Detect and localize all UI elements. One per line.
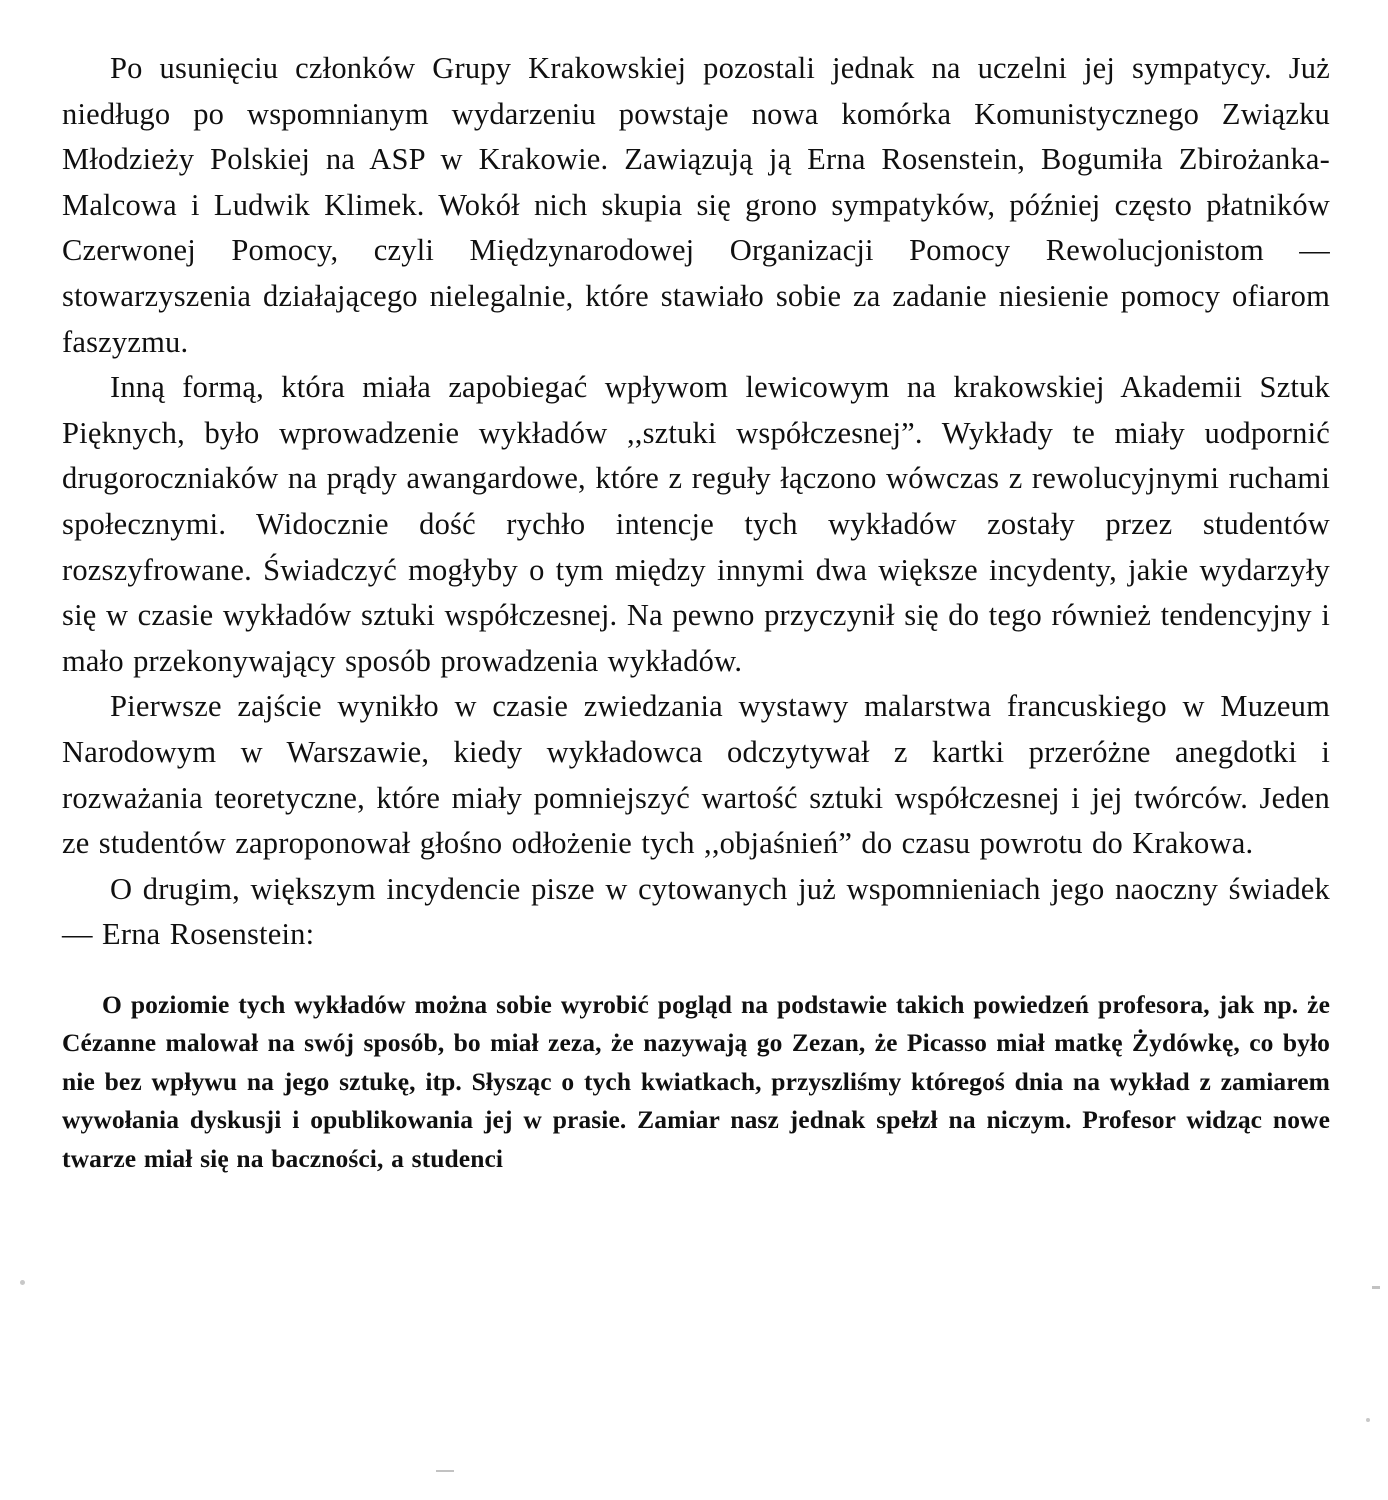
scan-speck bbox=[20, 1280, 25, 1285]
scan-speck bbox=[1366, 1418, 1370, 1422]
paragraph-text: O drugim, większym incydencie pisze w cytowanych już wspomnieniach jego naoczny świadek — Erna Rosenstein: bbox=[62, 871, 1330, 952]
paragraph-text: Pierwsze zajście wynikło w czasie zwiedzania wystawy malarstwa francuskiego w Muzeum Narodowym w Warszawie, kiedy wykładowca odczytywał z kartki przeróżne anegdotki i rozważania teoretyczne, które miały pomniejszyć wartość sztuki współczesnej i jej twórców. Jeden ze studentów zaproponował głośno odłożenie tych ,,objaśnień” do czasu powrotu do Krakowa. bbox=[62, 689, 1330, 861]
paragraph-2 bbox=[62, 365, 1330, 684]
paragraph-text: Inną formą, która miała zapobiegać wpływom lewicowym na krakowskiej Akademii Sztuk Pięknych, było wprowadzenie wykładów ,,sztuki współczesnej”. Wykłady te miały uodpornić drugoroczniaków na prądy awangardowe, które z reguły łączono wówczas z rewolucyjnymi ruchami społecznymi. Widocznie dość rychło intencje tych wykładów zostały przez studentów rozszyfrowane. Świadczyć mogłyby o tym między innymi dwa większe incydenty, jakie wydarzyły się w czasie wykładów sztuki współczesnej. Na pewno przyczynił się do tego również tendencyjny i mało przekonywający sposób prowadzenia wykładów. bbox=[62, 370, 1330, 678]
scan-edge-mark bbox=[1372, 1286, 1380, 1289]
paragraph-1 bbox=[62, 46, 1330, 365]
scan-edge-mark bbox=[436, 1470, 454, 1472]
paragraph-4 bbox=[62, 867, 1330, 958]
paragraph-3 bbox=[62, 684, 1330, 866]
quote-text: O poziomie tych wykładów można sobie wyrobić pogląd na podstawie takich powiedzeń profesora, jak np. że Cézanne malował na swój sposób, bo miał zeza, że nazywają go Zezan, że Picasso miał matkę Żydówkę, co było nie bez wpływu na jego sztukę, itp. Słysząc o tych kwiatkach, przyszliśmy któregoś dnia na wykład z zamiarem wywołania dyskusji i opublikowania jej w prasie. Zamiar nasz jednak spełzł na niczym. Profesor widząc nowe twarze miał się na baczności, a studenci bbox=[62, 989, 1330, 1173]
block-quote bbox=[62, 986, 1330, 1179]
paragraph-text: Po usunięciu członków Grupy Krakowskiej pozostali jednak na uczelni jej sympatycy. Już niedługo po wspomnianym wydarzeniu powstaje nowa komórka Komunistycznego Związku Młodzieży Polskiej na ASP w Krakowie. Zawiązują ją Erna Rosenstein, Bogumiła Zbirożanka-Malcowa i Ludwik Klimek. Wokół nich skupia się grono sympatyków, później często płatników Czerwonej Pomocy, czyli Międzynarodowej Organizacji Pomocy Rewolucjonistom — stowarzyszenia działającego nielegalnie, które stawiało sobie za zadanie niesienie pomocy ofiarom faszyzmu. bbox=[62, 51, 1330, 359]
